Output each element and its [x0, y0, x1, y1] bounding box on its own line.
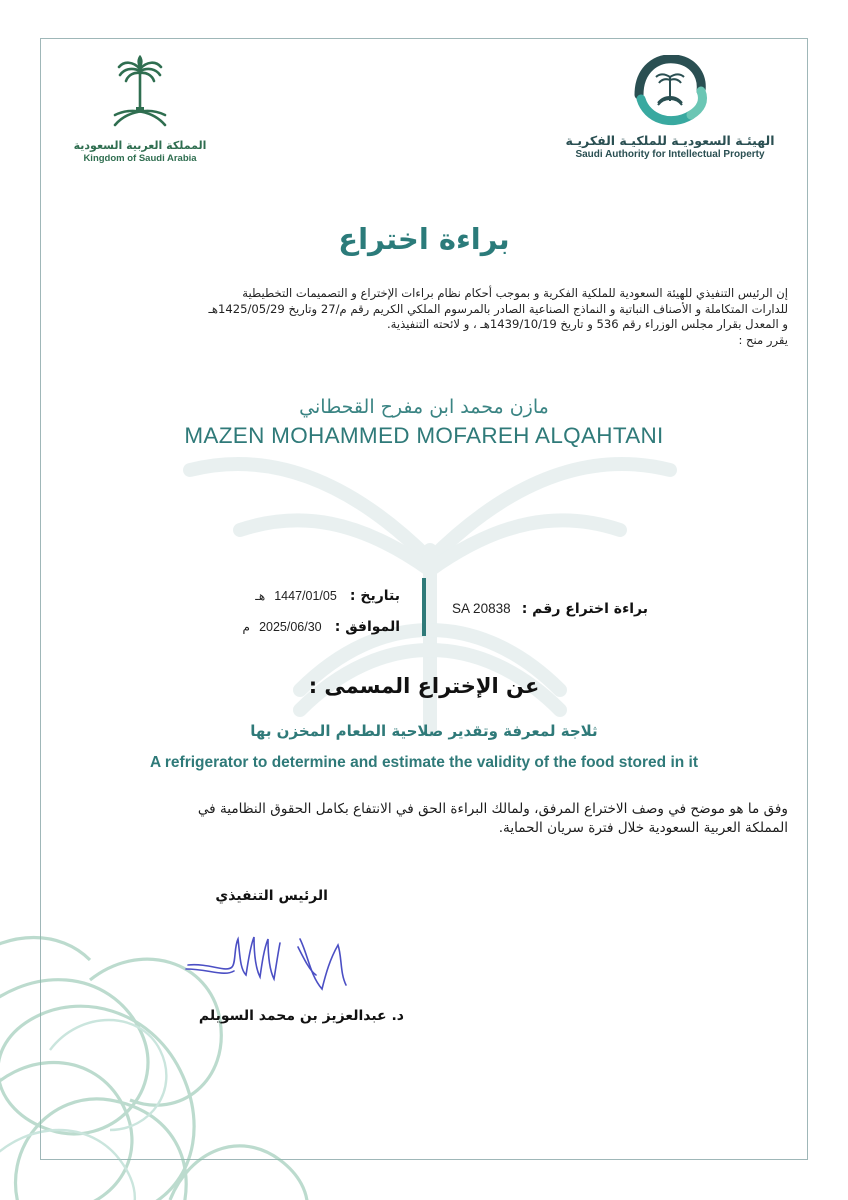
authority-name-ar: الهيئـة السعوديـة للملكيـة الفكريـة: [565, 133, 775, 148]
signatory-title: الرئيس التنفيذي: [215, 888, 328, 904]
date-gregorian: [225, 616, 400, 647]
kingdom-name-ar: المملكة العربية السعودية: [73, 139, 207, 152]
dates: [225, 585, 400, 647]
patent-number: [450, 598, 648, 617]
certificate-title: براءة اختراع: [338, 222, 510, 256]
patent-number-value: SA 20838: [452, 601, 511, 616]
signature-image: [180, 925, 350, 1005]
signatory-name: د. عبدالعزيز بن محمد السويلم: [198, 1008, 404, 1024]
kingdom-logo: [60, 55, 220, 175]
date-gregorian-label: الموافق :: [334, 619, 400, 635]
date-gregorian-value: 2025/06/30: [259, 620, 322, 634]
date-gregorian-suffix: م: [242, 620, 250, 634]
patent-number-label: براءة اختراع رقم :: [521, 601, 648, 617]
intro-line: و المعدل بقرار مجلس الوزراء رقم 536 و تاريخ 1439/10/19هـ ، و لائحته التنفيذية.: [386, 317, 788, 331]
vertical-divider: [422, 578, 426, 636]
intro-paragraph: [48, 286, 788, 348]
invention-title-ar: ثلاجة لمعرفة وتقدير صلاحية الطعام المخزن بها: [250, 722, 598, 740]
terms-line: المملكة العربية السعودية خلال فترة سريان الحماية.: [498, 820, 788, 836]
saip-logo: [555, 55, 785, 175]
invention-title-en: A refrigerator to determine and estimate the validity of the food stored in it: [149, 754, 699, 771]
intro-line: يقرر منح :: [738, 332, 788, 347]
terms-paragraph: [68, 800, 788, 838]
intro-line: إن الرئيس التنفيذي للهيئة السعودية للملكية الفكرية و بموجب أحكام نظام براءات الإختراع و التصميمات التخطيطية: [242, 286, 788, 300]
grantee-name-en: MAZEN MOHAMMED MOFAREH ALQAHTANI: [184, 423, 664, 448]
date-hijri: [225, 585, 400, 616]
kingdom-name-en: Kingdom of Saudi Arabia: [83, 153, 197, 164]
palm-swords-emblem-icon: [105, 55, 175, 133]
date-hijri-label: بتاريخ :: [349, 588, 400, 604]
terms-line: وفق ما هو موضح في وصف الاختراع المرفق، ولمالك البراءة الحق في الانتفاع بكامل الحقوق النظامية في: [197, 801, 788, 817]
authority-name-en: Saudi Authority for Intellectual Property: [575, 149, 765, 160]
saip-emblem-icon: [631, 55, 709, 127]
intro-line: للدارات المتكاملة و الأصناف النباتية و النماذج الصناعية الصادر بالمرسوم الملكي الكريم رقم م/27 وتاريخ 1425/05/29هـ: [208, 301, 788, 316]
date-hijri-suffix: هـ: [255, 589, 266, 603]
date-hijri-value: 1447/01/05: [274, 589, 337, 603]
grantee-name-ar: مازن محمد ابن مفرح القحطاني: [299, 396, 549, 418]
invention-heading: عن الإختراع المسمى :: [308, 674, 540, 698]
